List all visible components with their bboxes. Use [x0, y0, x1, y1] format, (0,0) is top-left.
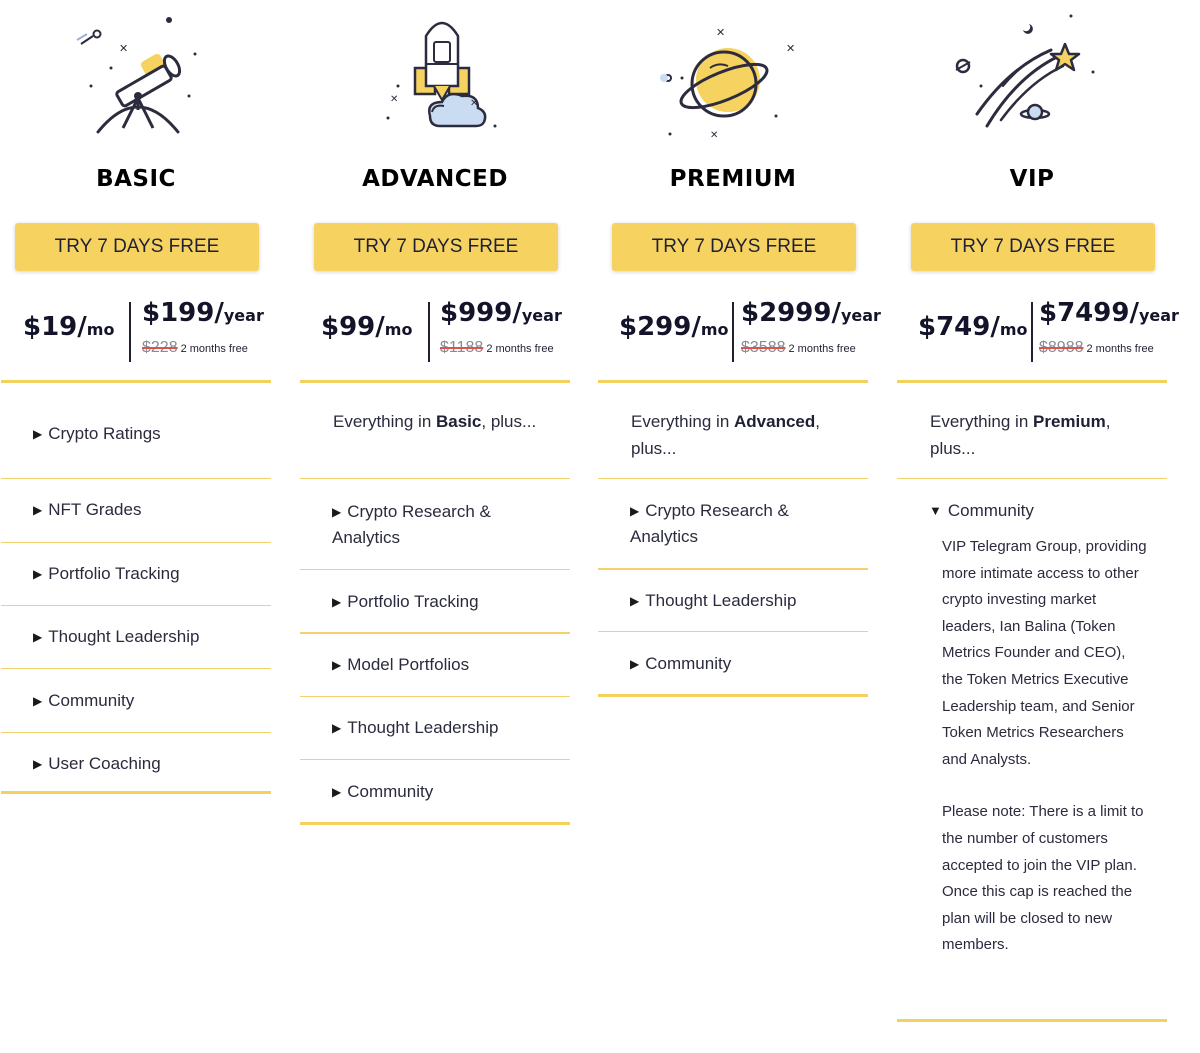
plan-name: PREMIUM [669, 166, 797, 192]
svg-text:✕: ✕ [470, 98, 479, 109]
svg-text:✕: ✕ [786, 43, 796, 55]
feature-label: Community [347, 782, 434, 801]
yearly-price-value: $199/ [142, 298, 224, 328]
feature-thought-leadership[interactable] [33, 624, 263, 650]
divider [300, 569, 570, 570]
monthly-price-value: $299/ [619, 312, 701, 342]
svg-text:✕: ✕ [716, 27, 726, 39]
feature-portfolio-tracking[interactable] [33, 561, 263, 587]
shooting-star-icon [947, 6, 1097, 146]
feature-label: Community [645, 654, 732, 673]
feature-portfolio-tracking[interactable] [332, 589, 562, 615]
yearly-price [741, 298, 881, 328]
caret-right-icon: ▶ [630, 504, 640, 518]
divider [598, 631, 868, 632]
divider [1, 542, 271, 543]
monthly-price-unit: mo [999, 320, 1028, 339]
caret-right-icon: ▶ [630, 594, 640, 608]
includes-previous-plan [930, 408, 1145, 462]
divider [897, 380, 1167, 383]
svg-text:✕: ✕ [119, 43, 129, 55]
svg-text:✕: ✕ [710, 130, 719, 141]
intro-suffix: , plus... [930, 412, 1111, 458]
caret-right-icon: ▶ [33, 630, 43, 644]
feature-nft-grades[interactable] [33, 497, 263, 523]
monthly-price-value: $19/ [23, 312, 87, 342]
yearly-price-unit: year [521, 306, 562, 325]
feature-label: Thought Leadership [645, 591, 797, 610]
feature-label: Crypto Research & Analytics [332, 502, 491, 547]
divider [300, 380, 570, 383]
yearly-old-price [440, 339, 554, 357]
monthly-price-value: $749/ [918, 312, 1000, 342]
includes-previous-plan [333, 408, 548, 435]
feature-crypto-research[interactable] [630, 498, 830, 550]
old-price-value: $228 [142, 339, 178, 356]
intro-plan-name: Premium [1033, 412, 1106, 431]
yearly-price-unit: year [840, 306, 881, 325]
old-price-value: $8988 [1039, 339, 1084, 356]
caret-right-icon: ▶ [33, 427, 43, 441]
try-free-button[interactable]: TRY 7 DAYS FREE [314, 223, 558, 271]
monthly-price-unit: mo [384, 320, 413, 339]
feature-community[interactable] [332, 779, 562, 805]
monthly-price-unit: mo [700, 320, 729, 339]
intro-prefix: Everything in [631, 412, 734, 431]
old-price-value: $3588 [741, 339, 786, 356]
divider [897, 1019, 1167, 1022]
caret-down-icon: ▼ [929, 503, 942, 518]
feature-community[interactable] [33, 688, 263, 714]
yearly-price [142, 298, 264, 328]
plan-name: ADVANCED [362, 166, 508, 192]
monthly-price [619, 312, 729, 342]
price-divider [1031, 302, 1033, 362]
yearly-price-value: $7499/ [1039, 298, 1139, 328]
caret-right-icon: ▶ [33, 694, 43, 708]
planet-icon [658, 6, 808, 146]
caret-right-icon: ▶ [332, 721, 342, 735]
plan-name: VIP [1009, 166, 1055, 192]
yearly-price [440, 298, 562, 328]
divider [1, 668, 271, 669]
intro-plan-name: Basic [436, 412, 482, 431]
feature-label: Thought Leadership [48, 627, 200, 646]
monthly-price [23, 312, 114, 342]
divider [300, 759, 570, 760]
divider [1, 791, 271, 794]
yearly-price-unit: year [1138, 306, 1179, 325]
feature-user-coaching[interactable] [33, 751, 263, 777]
feature-model-portfolios[interactable] [332, 652, 562, 678]
feature-crypto-ratings[interactable] [33, 421, 263, 447]
divider [598, 568, 868, 570]
monthly-price-value: $99/ [321, 312, 385, 342]
try-free-button[interactable]: TRY 7 DAYS FREE [911, 223, 1155, 271]
yearly-price-value: $999/ [440, 298, 522, 328]
includes-previous-plan [631, 408, 846, 462]
divider [598, 694, 868, 697]
feature-label: Crypto Ratings [48, 424, 161, 443]
monthly-price [321, 312, 412, 342]
feature-community[interactable] [630, 651, 860, 677]
yearly-price-value: $2999/ [741, 298, 841, 328]
price-divider [732, 302, 734, 362]
caret-right-icon: ▶ [630, 657, 640, 671]
try-free-button[interactable]: TRY 7 DAYS FREE [612, 223, 856, 271]
divider [598, 478, 868, 479]
savings-note: 2 months free [180, 343, 248, 355]
divider [300, 632, 570, 634]
intro-suffix: , plus... [481, 412, 537, 431]
old-price-value: $1188 [440, 339, 484, 356]
feature-community-expanded[interactable] [929, 498, 1159, 524]
yearly-old-price [142, 339, 248, 357]
caret-right-icon: ▶ [332, 505, 342, 519]
divider [300, 478, 570, 479]
feature-label: User Coaching [48, 754, 161, 773]
details-note: Please note: There is a limit to the number of customers accepted to join the VIP plan. Once this cap is reached the plan will be closed to new members. [942, 803, 1144, 954]
divider [897, 478, 1167, 479]
caret-right-icon: ▶ [33, 503, 43, 517]
yearly-old-price [1039, 339, 1154, 357]
divider [300, 696, 570, 697]
feature-label: Model Portfolios [347, 655, 470, 674]
feature-label: Crypto Research & Analytics [630, 501, 789, 546]
divider [1, 732, 271, 733]
divider [300, 822, 570, 825]
telescope-icon [61, 6, 211, 146]
caret-right-icon: ▶ [332, 595, 342, 609]
intro-prefix: Everything in [930, 412, 1033, 431]
feature-crypto-research[interactable] [332, 499, 532, 551]
feature-thought-leadership[interactable] [332, 715, 562, 741]
feature-label: Community [48, 691, 135, 710]
yearly-price-unit: year [223, 306, 264, 325]
yearly-old-price [741, 339, 856, 357]
details-paragraph: VIP Telegram Group, providing more intimate access to other crypto investing market leaders, Ian Balina (Token Metrics Founder and CEO), the Token Metrics Executive Leadership team, and Senior Token Metrics Researchers and Analysts. [942, 538, 1147, 768]
intro-plan-name: Advanced [734, 412, 816, 431]
divider [1, 605, 271, 606]
feature-label: Community [947, 501, 1034, 520]
monthly-price-unit: mo [86, 320, 115, 339]
feature-label: NFT Grades [48, 500, 142, 519]
feature-label: Portfolio Tracking [48, 564, 180, 583]
plan-name: BASIC [96, 166, 176, 192]
caret-right-icon: ▶ [332, 658, 342, 672]
divider [598, 380, 868, 383]
divider [1, 380, 271, 383]
caret-right-icon: ▶ [332, 785, 342, 799]
price-divider [129, 302, 131, 362]
feature-thought-leadership[interactable] [630, 588, 860, 614]
feature-label: Thought Leadership [347, 718, 499, 737]
savings-note: 2 months free [1086, 343, 1154, 355]
savings-note: 2 months free [788, 343, 856, 355]
price-divider [428, 302, 430, 362]
svg-text:✕: ✕ [390, 94, 399, 105]
yearly-price [1039, 298, 1179, 328]
feature-label: Portfolio Tracking [347, 592, 479, 611]
community-details [942, 534, 1147, 959]
try-free-button[interactable]: TRY 7 DAYS FREE [15, 223, 259, 271]
monthly-price [918, 312, 1028, 342]
savings-note: 2 months free [486, 343, 554, 355]
caret-right-icon: ▶ [33, 567, 43, 581]
intro-suffix: , plus... [631, 412, 820, 458]
intro-prefix: Everything in [333, 412, 436, 431]
caret-right-icon: ▶ [33, 757, 43, 771]
divider [1, 478, 271, 479]
space-shuttle-icon [360, 6, 510, 146]
